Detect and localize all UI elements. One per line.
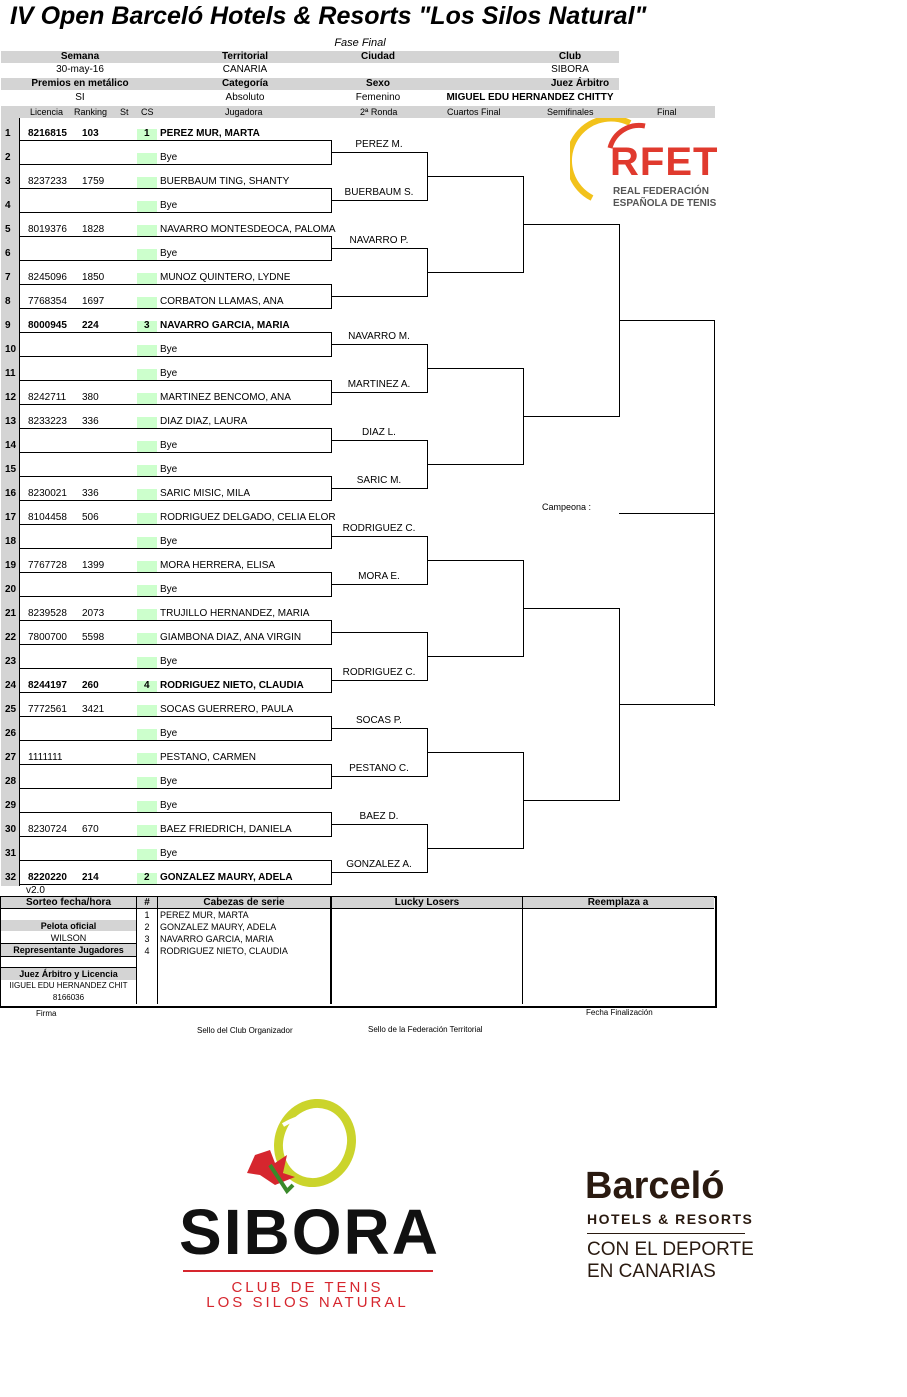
cs-box: [137, 441, 157, 452]
r2-line: [331, 824, 427, 825]
player-name: Bye: [160, 368, 178, 379]
qf-line: [427, 464, 523, 465]
player-line: [20, 644, 331, 645]
player-licencia: 8216815: [28, 128, 67, 139]
representante-label: Representante Jugadores: [13, 945, 124, 955]
col-final: Final: [657, 107, 677, 117]
player-ranking: 5598: [82, 632, 105, 643]
row-number: 29: [5, 800, 17, 811]
f-line: [619, 320, 715, 321]
row-number: 4: [5, 200, 11, 211]
player-name: Bye: [160, 656, 178, 667]
player-licencia: 7768354: [28, 296, 67, 307]
r2-winner: PESTANO C.: [349, 763, 409, 774]
r2-line: [331, 200, 427, 201]
barcelo-logo: [585, 1165, 765, 1290]
player-licencia: 7772561: [28, 704, 67, 715]
player-line: [20, 620, 331, 621]
column-header-row: [1, 106, 715, 118]
player-licencia: 8019376: [28, 224, 67, 235]
row-number: 30: [5, 824, 17, 835]
player-name: MORA HERRERA, ELISA: [160, 560, 276, 571]
sello-federacion-label: Sello de la Federación Territorial: [368, 1025, 483, 1034]
rfet-abbr: RFET: [610, 140, 719, 184]
player-name: Bye: [160, 248, 178, 259]
row-number: 24: [5, 680, 17, 691]
player-name: Bye: [160, 536, 178, 547]
player-ranking: 670: [82, 824, 99, 835]
player-name: GONZALEZ MAURY, ADELA: [160, 872, 293, 883]
value-semana: 30-may-16: [56, 64, 104, 75]
player-line: [20, 740, 331, 741]
player-line: [20, 476, 331, 477]
row-number: 27: [5, 752, 17, 763]
player-line: [20, 188, 331, 189]
r2-line: [331, 296, 427, 297]
player-name: Bye: [160, 200, 178, 211]
sf-line: [523, 416, 619, 417]
campeona-label: Campeona :: [542, 502, 592, 512]
player-line: [20, 860, 331, 861]
cs-box: [137, 825, 157, 836]
r2-winner: RODRIGUEZ C.: [342, 667, 416, 678]
player-ranking: 214: [82, 872, 99, 883]
cs-box: [137, 273, 157, 284]
row-number: 9: [5, 320, 11, 331]
row-number: 15: [5, 464, 17, 475]
player-name: GIAMBONA DIAZ, ANA VIRGIN: [160, 632, 302, 643]
row-number: 8: [5, 296, 11, 307]
player-line: [20, 692, 331, 693]
player-licencia: 8237233: [28, 176, 67, 187]
r2-line: [331, 392, 427, 393]
sello-club-label: Sello del Club Organizador: [197, 1026, 293, 1035]
cs-box: [137, 729, 157, 740]
cs-box: [137, 153, 157, 164]
qf-line: [427, 176, 523, 177]
cs-box: [137, 777, 157, 788]
page-subtitle: Fase Final: [334, 37, 386, 49]
qf-line: [427, 848, 523, 849]
player-ranking: 1399: [82, 560, 105, 571]
player-name: Bye: [160, 464, 178, 475]
sibora-divider: [183, 1270, 433, 1272]
player-licencia: 8000945: [28, 320, 67, 331]
player-licencia: 7767728: [28, 560, 67, 571]
r2-line: [331, 728, 427, 729]
row-number: 1: [5, 128, 11, 139]
sibora-line1: CLUB DE TENIS: [231, 1279, 384, 1296]
player-line: [20, 716, 331, 717]
player-line: [20, 332, 331, 333]
player-ranking: 506: [82, 512, 99, 523]
player-ranking: 336: [82, 416, 99, 427]
cs-box: [137, 753, 157, 764]
player-ranking: 1759: [82, 176, 105, 187]
row-number: 2: [5, 152, 11, 163]
value-club: SIBORA: [551, 64, 589, 75]
player-name: BUERBAUM TING, SHANTY: [160, 176, 290, 187]
player-seed: 3: [144, 320, 150, 331]
qf-line: [427, 560, 523, 561]
player-licencia: 8242711: [28, 392, 67, 403]
cs-box: [137, 657, 157, 668]
barcelo-divider: [587, 1233, 745, 1234]
footer-reemplaza: Reemplaza a: [587, 897, 649, 908]
rfet-logo: [570, 118, 720, 213]
player-line: [20, 308, 331, 309]
player-name: TRUJILLO HERNANDEZ, MARIA: [160, 608, 310, 619]
player-line: [20, 596, 331, 597]
r2-winner: MARTINEZ A.: [347, 379, 411, 390]
seed-number: 4: [144, 946, 150, 956]
row-number: 21: [5, 608, 17, 619]
r2-line: [331, 248, 427, 249]
barcelo-name: Barceló: [585, 1165, 725, 1207]
col-jugadora: Jugadora: [225, 107, 263, 117]
barcelo-line1: CON EL DEPORTE: [587, 1239, 754, 1260]
seed-name: GONZALEZ MAURY, ADELA: [160, 922, 277, 932]
footer-cabezas: Cabezas de serie: [203, 897, 285, 908]
player-ranking: 1697: [82, 296, 105, 307]
player-name: NAVARRO GARCIA, MARIA: [160, 320, 290, 331]
r2-winner: BUERBAUM S.: [344, 187, 414, 198]
player-line: [20, 572, 331, 573]
player-name: CORBATON LLAMAS, ANA: [160, 296, 284, 307]
player-seed: 2: [144, 872, 150, 883]
sibora-name: SIBORA: [179, 1196, 440, 1268]
footer-divider-4: [522, 897, 523, 1004]
sf-line: [523, 800, 619, 801]
row-number: 17: [5, 512, 17, 523]
player-line: [20, 812, 331, 813]
r2-line: [331, 632, 427, 633]
seed-name: NAVARRO GARCIA, MARIA: [160, 934, 274, 944]
cs-box: [137, 417, 157, 428]
player-name: MARTINEZ BENCOMO, ANA: [160, 392, 291, 403]
player-ranking: 380: [82, 392, 99, 403]
col-st: St: [120, 107, 129, 117]
cs-box: [137, 849, 157, 860]
player-licencia: 7800700: [28, 632, 67, 643]
r2-winner: SOCAS P.: [356, 715, 402, 726]
player-licencia: 8239528: [28, 608, 67, 619]
player-ranking: 2073: [82, 608, 105, 619]
seed-number: 2: [144, 922, 150, 932]
value-territorial: CANARIA: [222, 64, 268, 75]
player-line: [20, 428, 331, 429]
row-number: 22: [5, 632, 17, 643]
player-seed: 4: [144, 680, 150, 691]
player-name: RODRIGUEZ NIETO, CLAUDIA: [160, 680, 304, 691]
row-number: 13: [5, 416, 17, 427]
barcelo-line2: EN CANARIAS: [587, 1261, 716, 1282]
player-ranking: 260: [82, 680, 99, 691]
row-number: 16: [5, 488, 17, 499]
qf-line: [427, 752, 523, 753]
player-line: [20, 236, 331, 237]
footer-lucky-losers: Lucky Losers: [394, 897, 460, 908]
cs-box: [137, 537, 157, 548]
r2-winner: DIAZ L.: [362, 427, 396, 438]
row-number: 14: [5, 440, 17, 451]
cs-box: [137, 177, 157, 188]
player-line: [20, 788, 331, 789]
row-number: 20: [5, 584, 17, 595]
row-number: 5: [5, 224, 11, 235]
value-categoria: Absoluto: [225, 92, 265, 103]
footer-hash: #: [144, 897, 150, 908]
row-number: 19: [5, 560, 17, 571]
player-line: [20, 380, 331, 381]
page-title: IV Open Barceló Hotels & Resorts "Los Silos Natural": [10, 2, 647, 30]
player-line: [20, 212, 331, 213]
player-name: BAEZ FRIEDRICH, DANIELA: [160, 824, 292, 835]
col-cuartos: Cuartos Final: [447, 107, 501, 117]
row-number: 10: [5, 344, 17, 355]
player-ranking: 3421: [82, 704, 105, 715]
r2-winner: PEREZ M.: [355, 139, 403, 150]
player-name: MUNOZ QUINTERO, LYDNE: [160, 272, 291, 283]
player-line: [20, 524, 331, 525]
cs-box: [137, 393, 157, 404]
campeona-line: [619, 513, 715, 514]
player-licencia: 8245096: [28, 272, 67, 283]
player-name: DIAZ DIAZ, LAURA: [160, 416, 248, 427]
qf-line: [427, 368, 523, 369]
col-ranking: Ranking: [74, 107, 108, 117]
player-licencia: 8230021: [28, 488, 67, 499]
f-line: [619, 704, 715, 705]
sf-line: [523, 608, 619, 609]
row-number: 28: [5, 776, 17, 787]
cs-box: [137, 345, 157, 356]
label-premios: Premios en metálico: [31, 78, 129, 89]
player-line: [20, 140, 331, 141]
row-number: 26: [5, 728, 17, 739]
player-ranking: 224: [82, 320, 99, 331]
row-number: 18: [5, 536, 17, 547]
player-line: [20, 284, 331, 285]
row-number: 23: [5, 656, 17, 667]
version-label: v2.0: [26, 885, 45, 896]
r2-line: [331, 440, 427, 441]
label-semana: Semana: [60, 51, 100, 62]
r2-winner: BAEZ D.: [359, 811, 399, 822]
player-seed: 1: [144, 128, 150, 139]
r2-line: [331, 776, 427, 777]
r2-line: [331, 152, 427, 153]
player-name: NAVARRO MONTESDEOCA, PALOMA: [160, 224, 336, 235]
player-licencia: 8233223: [28, 416, 67, 427]
player-line: [20, 764, 331, 765]
r2-line: [331, 344, 427, 345]
value-juez: MIGUEL EDU HERNANDEZ CHITTY: [446, 92, 614, 103]
juez-licencia: 8166036: [52, 993, 85, 1002]
juez-licencia-label: Juez Árbitro y Licencia: [19, 969, 118, 979]
player-name: Bye: [160, 584, 178, 595]
firma-label: Firma: [36, 1009, 57, 1018]
player-name: Bye: [160, 728, 178, 739]
player-line: [20, 356, 331, 357]
qf-line: [427, 656, 523, 657]
r2-line: [331, 488, 427, 489]
player-name: Bye: [160, 344, 178, 355]
cs-box: [137, 609, 157, 620]
player-line: [20, 260, 331, 261]
player-name: Bye: [160, 152, 178, 163]
player-line: [20, 500, 331, 501]
seed-number: 3: [144, 934, 150, 944]
player-line: [20, 668, 331, 669]
rfet-line1: REAL FEDERACIÓN: [613, 186, 709, 197]
r2-winner: NAVARRO M.: [348, 331, 410, 342]
cs-box: [137, 633, 157, 644]
col-cs: CS: [141, 107, 154, 117]
cs-box: [137, 465, 157, 476]
r2-winner: NAVARRO P.: [349, 235, 409, 246]
player-licencia: 8244197: [28, 680, 67, 691]
cs-box: [137, 561, 157, 572]
sf-line: [523, 224, 619, 225]
player-name: Bye: [160, 800, 178, 811]
player-licencia: 8104458: [28, 512, 67, 523]
col-2a-ronda: 2ª Ronda: [360, 107, 398, 117]
r2-line: [331, 584, 427, 585]
cs-box: [137, 801, 157, 812]
r2-line: [331, 680, 427, 681]
row-number: 12: [5, 392, 17, 403]
label-territorial: Territorial: [222, 51, 268, 62]
sibora-line2: LOS SILOS NATURAL: [206, 1294, 409, 1311]
cs-box: [137, 297, 157, 308]
row-number: 32: [5, 872, 17, 883]
rfet-line2: ESPAÑOLA DE TENIS: [613, 198, 717, 209]
cs-box: [137, 489, 157, 500]
player-licencia: 1111111: [28, 752, 63, 763]
footer-divider-3: [330, 897, 332, 1004]
player-name: SARIC MISIC, MILA: [160, 488, 251, 499]
value-premios: SI: [75, 92, 85, 103]
pelota-label: Pelota oficial: [40, 921, 97, 931]
barcelo-sub: HOTELS & RESORTS: [587, 1211, 754, 1227]
row-number: 3: [5, 176, 11, 187]
cs-box: [137, 513, 157, 524]
sibora-logo: [175, 1095, 440, 1315]
row-number: 11: [5, 368, 16, 379]
r2-line: [331, 872, 427, 873]
fecha-finalizacion-label: Fecha Finalización: [586, 1008, 653, 1017]
player-ranking: 1850: [82, 272, 105, 283]
player-ranking: 103: [82, 128, 99, 139]
player-ranking: 336: [82, 488, 99, 499]
seed-name: PEREZ MUR, MARTA: [160, 910, 249, 920]
player-name: PESTANO, CARMEN: [160, 752, 256, 763]
seed-number: 1: [144, 910, 150, 920]
cs-box: [137, 201, 157, 212]
row-number: 31: [5, 848, 17, 859]
player-name: RODRIGUEZ DELGADO, CELIA ELOR: [160, 512, 336, 523]
footer-divider-2: [157, 897, 158, 1004]
cs-box: [137, 705, 157, 716]
r2-winner: GONZALEZ A.: [346, 859, 412, 870]
label-club: Club: [558, 51, 582, 62]
player-line: [20, 548, 331, 549]
player-licencia: 8230724: [28, 824, 67, 835]
player-name: Bye: [160, 776, 178, 787]
player-name: SOCAS GUERRERO, PAULA: [160, 704, 294, 715]
r2-winner: MORA E.: [358, 571, 400, 582]
sibora-flower-icon: [175, 1095, 440, 1205]
label-sexo: Sexo: [366, 78, 390, 89]
cs-box: [137, 369, 157, 380]
draw-left-border: [19, 118, 20, 886]
player-line: [20, 884, 331, 885]
juez-name: IIGUEL EDU HERNANDEZ CHIT: [9, 981, 128, 990]
qf-line: [427, 272, 523, 273]
row-number: 6: [5, 248, 11, 259]
cs-box: [137, 249, 157, 260]
player-name: Bye: [160, 440, 178, 451]
player-line: [20, 404, 331, 405]
player-line: [20, 164, 331, 165]
row-number: 7: [5, 272, 11, 283]
cs-box: [137, 585, 157, 596]
player-ranking: 1828: [82, 224, 105, 235]
r2-line: [331, 536, 427, 537]
label-juez: Juez Árbitro: [550, 78, 610, 89]
seed-name: RODRIGUEZ NIETO, CLAUDIA: [160, 946, 288, 956]
player-line: [20, 452, 331, 453]
r2-winner: RODRIGUEZ C.: [342, 523, 416, 534]
col-semifinales: Semifinales: [547, 107, 594, 117]
cs-box: [137, 225, 157, 236]
player-name: PEREZ MUR, MARTA: [160, 128, 260, 139]
label-ciudad: Ciudad: [361, 51, 395, 62]
player-name: Bye: [160, 848, 178, 859]
value-sexo: Femenino: [355, 92, 401, 103]
pelota-value: WILSON: [50, 933, 87, 943]
rep-line: [1, 956, 136, 957]
footer-sorteo: Sorteo fecha/hora: [25, 897, 112, 908]
label-categoria: Categoría: [221, 78, 269, 89]
r2-winner: SARIC M.: [356, 475, 402, 486]
player-licencia: 8220220: [28, 872, 67, 883]
col-licencia: Licencia: [30, 107, 64, 117]
player-line: [20, 836, 331, 837]
row-number: 25: [5, 704, 17, 715]
